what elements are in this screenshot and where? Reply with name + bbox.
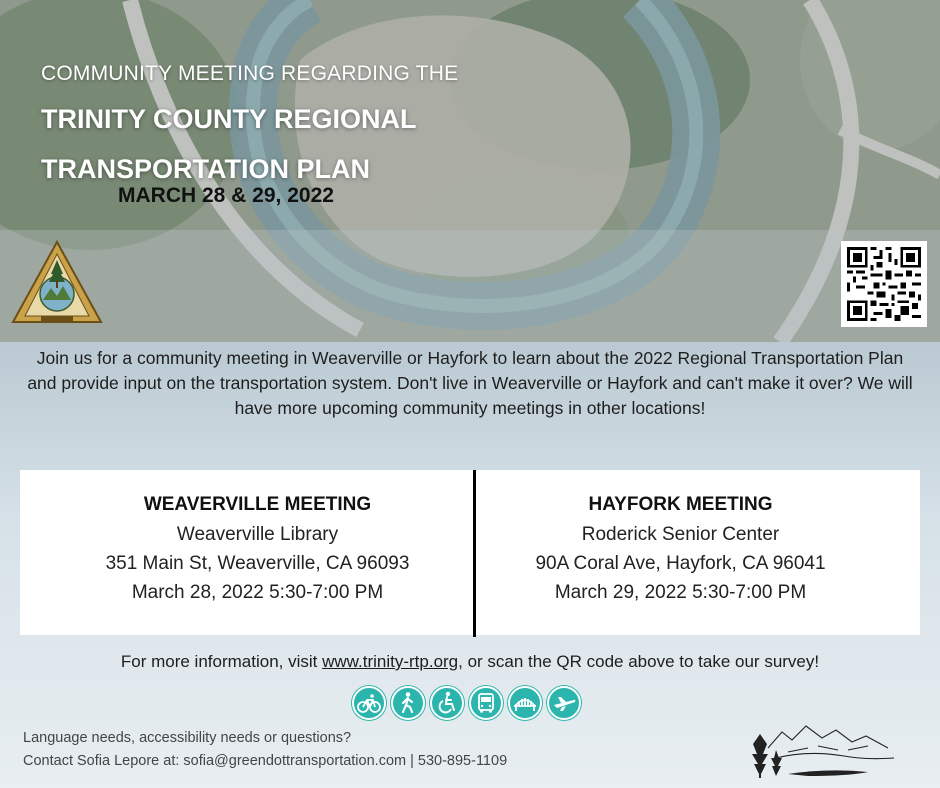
bicycle-icon (352, 686, 386, 720)
mountain-sketch-icon (748, 718, 898, 778)
hayfork-meeting (483, 490, 878, 607)
airplane-icon (547, 686, 581, 720)
meetings-divider (473, 470, 476, 637)
meeting-title: WEAVERVILLE MEETING (143, 494, 372, 515)
website-link[interactable]: www.trinity-rtp.org (322, 652, 459, 671)
meeting-datetime: March 28, 2022 5:30-7:00 PM (131, 582, 384, 603)
page-title (41, 94, 561, 194)
qr-code-icon[interactable] (841, 241, 927, 327)
meeting-title: HAYFORK MEETING (588, 494, 773, 515)
pedestrian-icon (391, 686, 425, 720)
meeting-address: 90A Coral Ave, Hayfork, CA 96041 (535, 553, 826, 574)
contact-question: Language needs, accessibility needs or questions? (23, 730, 352, 746)
trinity-county-seal-icon (11, 240, 103, 326)
title-line-1: TRINITY COUNTY REGIONAL (41, 104, 417, 134)
info-prefix: For more information, visit (120, 652, 323, 671)
title-line-2: TRANSPORTATION PLAN (41, 154, 370, 184)
bus-icon (469, 686, 503, 720)
meeting-address: 351 Main St, Weaverville, CA 96093 (105, 553, 410, 574)
mode-icons (352, 686, 581, 720)
wheelchair-icon (430, 686, 464, 720)
weaverville-meeting (60, 490, 455, 607)
contact-details: Contact Sofia Lepore at: sofia@greendottransportation.com | 530-895-1109 (23, 753, 508, 769)
bridge-icon (508, 686, 542, 720)
meeting-venue: Roderick Senior Center (581, 524, 780, 545)
meeting-venue: Weaverville Library (176, 524, 339, 545)
heading-intro: COMMUNITY MEETING REGARDING THE (41, 62, 459, 85)
info-suffix: , or scan the QR code above to take our survey! (458, 652, 820, 671)
more-info-line (0, 652, 940, 672)
intro-paragraph: Join us for a community meeting in Weaverville or Hayfork to learn about the 2022 Regional Transportation Plan and provide input on the transportation system. Don't live in Weaverville or Hayfork and can't make it over? We will have more upcoming community meetings in other locations! (27, 348, 913, 418)
meeting-dates: MARCH 28 & 29, 2022 (118, 184, 334, 207)
meeting-datetime: March 29, 2022 5:30-7:00 PM (554, 582, 807, 603)
contact-block (23, 727, 507, 773)
